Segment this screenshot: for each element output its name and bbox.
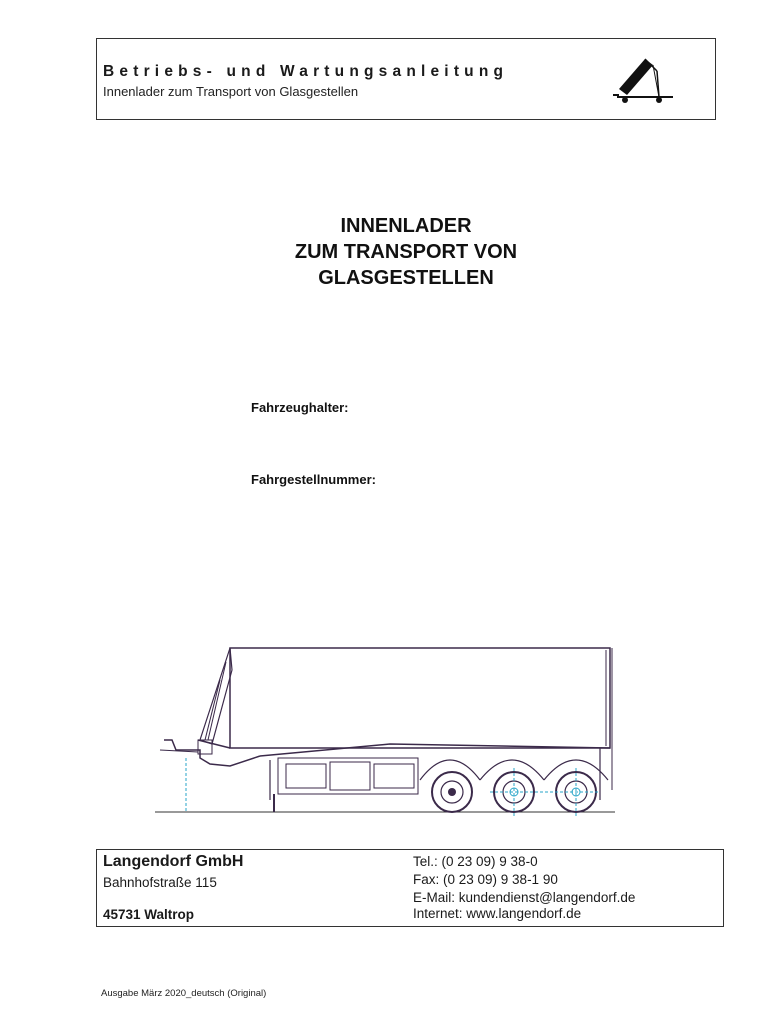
edition-note: Ausgabe März 2020_deutsch (Original) <box>101 988 267 999</box>
footer-box <box>96 849 724 927</box>
contact-email: E-Mail: kundendienst@langendorf.de <box>413 890 636 905</box>
contact-fax: Fax: (0 23 09) 9 38-1 90 <box>413 872 558 887</box>
company-city: 45731 Waltrop <box>103 907 195 922</box>
company-name: Langendorf GmbH <box>103 853 244 870</box>
main-title <box>0 213 770 291</box>
document-title: Betriebs- und Wartungsanleitung <box>103 63 509 80</box>
main-title-line-2: ZUM TRANSPORT VON <box>294 241 518 263</box>
contact-tel: Tel.: (0 23 09) 9 38-0 <box>413 854 538 869</box>
document-subtitle: Innenlader zum Transport von Glasgestellen <box>103 84 359 99</box>
contact-internet: Internet: www.langendorf.de <box>413 906 582 921</box>
header-box <box>96 38 716 120</box>
tipping-trailer-logo-icon <box>609 49 679 109</box>
chassis-number-label: Fahrgestellnummer: <box>251 472 376 487</box>
owner-label: Fahrzeughalter: <box>251 400 349 415</box>
main-title-line-3: GLASGESTELLEN <box>318 267 494 289</box>
semi-trailer-side-view-icon <box>150 640 620 820</box>
main-title-line-1: INNENLADER <box>340 215 472 237</box>
company-street: Bahnhofstraße 115 <box>103 875 217 890</box>
